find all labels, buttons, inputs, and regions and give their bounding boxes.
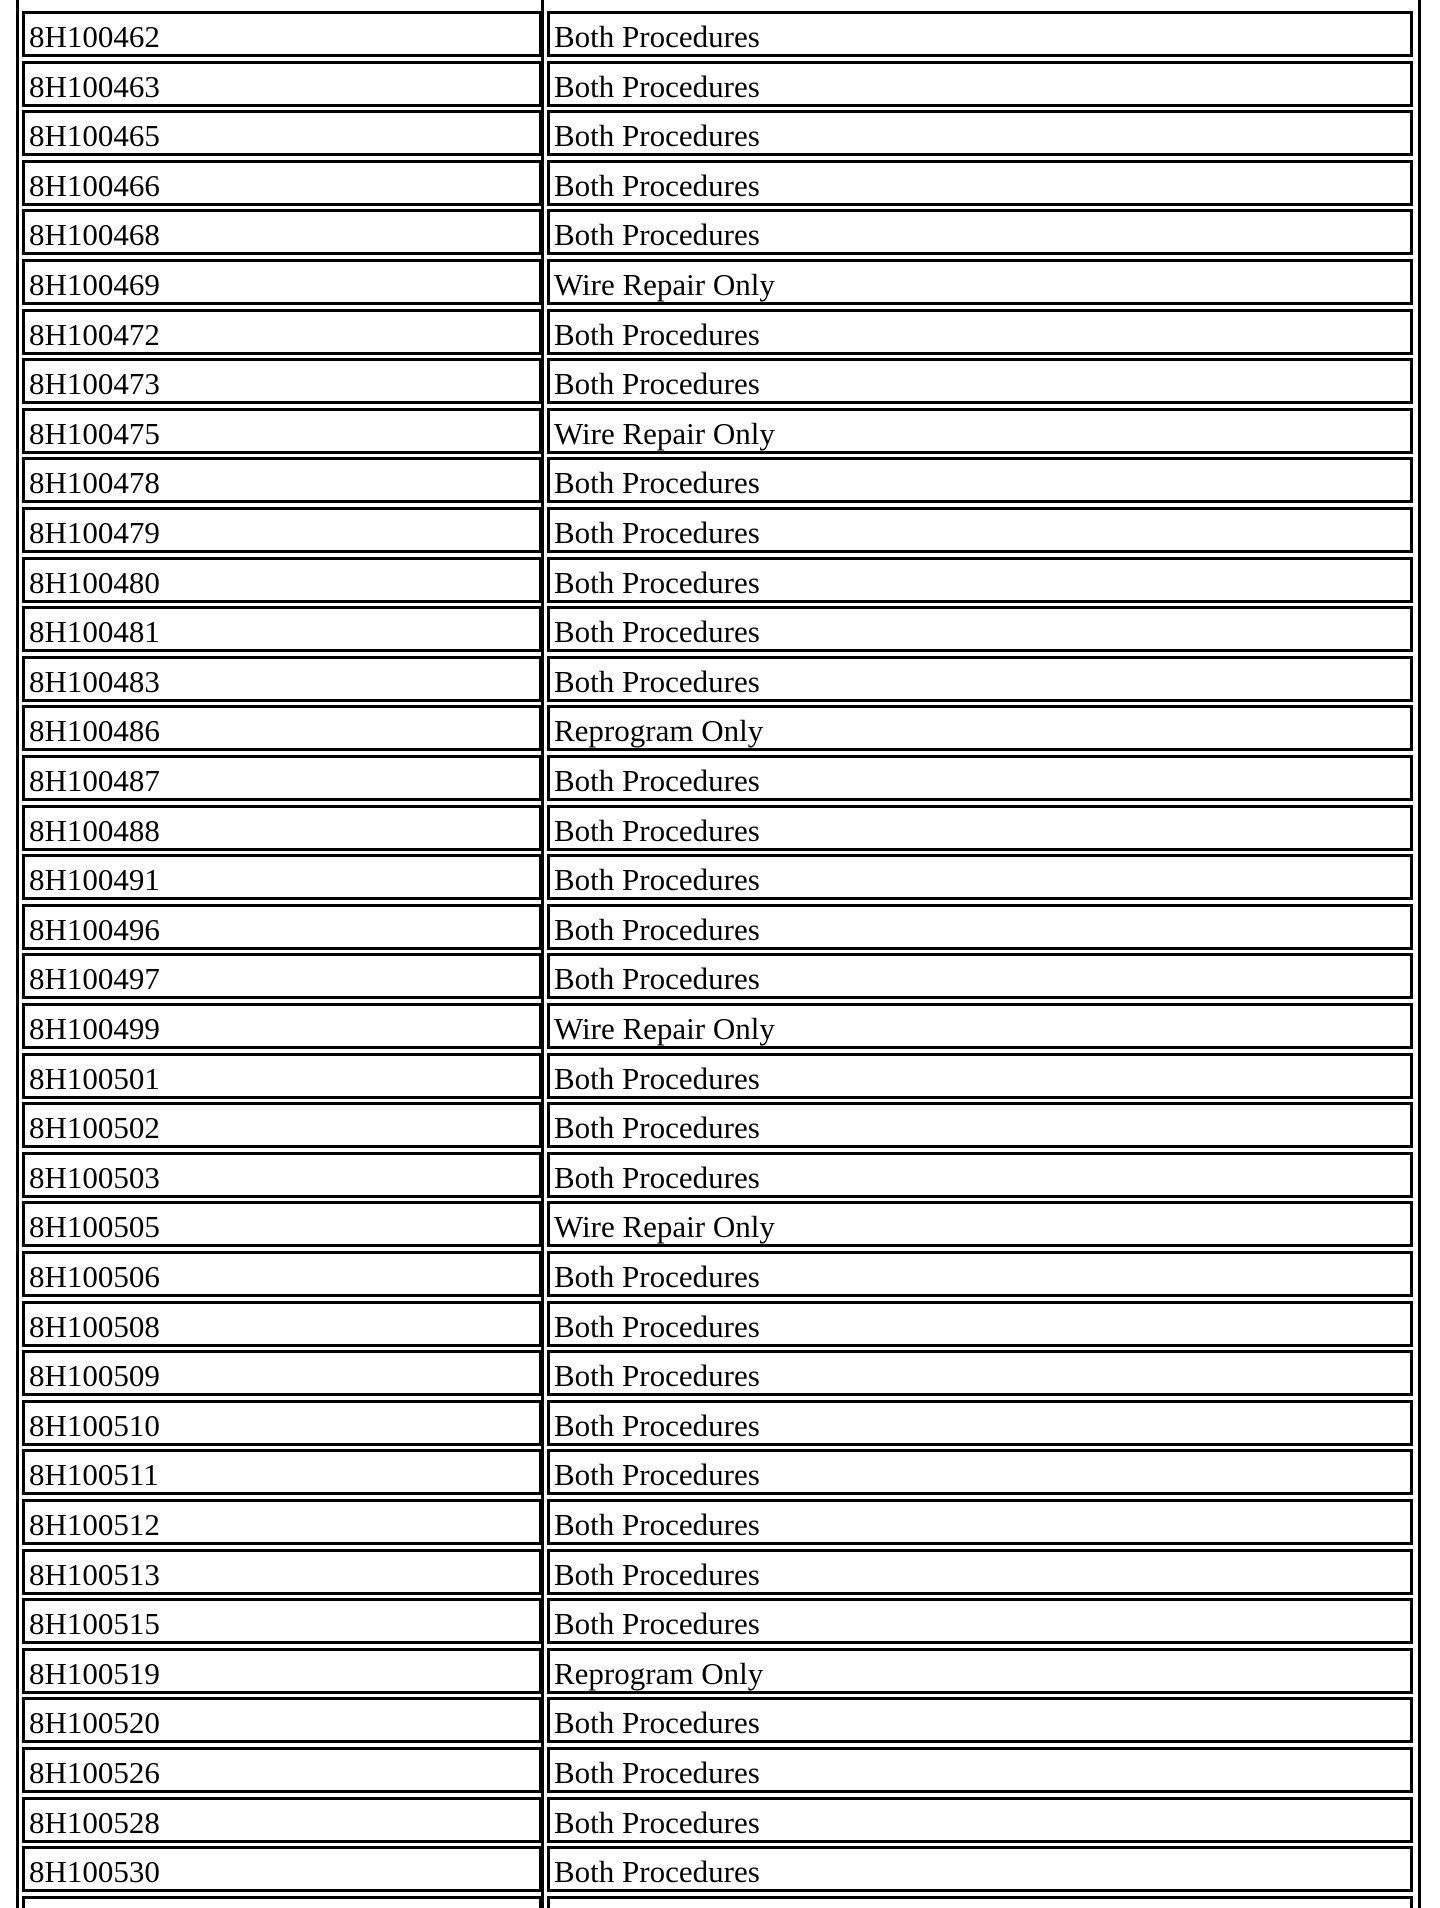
cell-procedure: Both Procedures (547, 1499, 1413, 1545)
cell-procedure: Both Procedures (547, 1797, 1413, 1843)
cell-code: 8H100496 (22, 904, 542, 950)
cell-code: 8H100503 (22, 1152, 542, 1198)
cell-procedure: Reprogram Only (547, 1648, 1413, 1694)
cell-code: 8H100505 (22, 1201, 542, 1247)
cell-code: 8H100469 (22, 259, 542, 305)
cell-procedure: Both Procedures (547, 1846, 1413, 1892)
cell-procedure: Both Procedures (547, 1102, 1413, 1148)
cell-procedure: Both Procedures (547, 904, 1413, 950)
cell-code: 8H100520 (22, 1697, 542, 1743)
cell-procedure: Both Procedures (547, 1697, 1413, 1743)
cell-code: 8H100466 (22, 160, 542, 206)
cell-procedure: Reprogram Only (547, 705, 1413, 751)
cell-code: 8H100468 (22, 209, 542, 255)
cell-code: 8H100463 (22, 61, 542, 107)
cell-procedure: Both Procedures (547, 1053, 1413, 1099)
cell-code: 8H100473 (22, 358, 542, 404)
cell-code: 8H100511 (22, 1449, 542, 1495)
cell-code: 8H100502 (22, 1102, 542, 1148)
cell-code: 8H100483 (22, 656, 542, 702)
cell-code: 8H100506 (22, 1251, 542, 1297)
cell-procedure: Both Procedures (547, 656, 1413, 702)
cell-code: 8H100508 (22, 1301, 542, 1347)
cell-code: 8H100515 (22, 1598, 542, 1644)
cell-procedure: Both Procedures (547, 358, 1413, 404)
cell-code: 8H100487 (22, 755, 542, 801)
cell-procedure: Both Procedures (547, 11, 1413, 57)
cell-code: 8H100465 (22, 110, 542, 156)
cell-code: 8H100488 (22, 805, 542, 851)
cell-procedure: Both Procedures (547, 457, 1413, 503)
cell-code: 8H100509 (22, 1350, 542, 1396)
cell-code: 8H100510 (22, 1400, 542, 1446)
cell-procedure: Both Procedures (547, 1747, 1413, 1793)
cell-code: 8H100486 (22, 705, 542, 751)
cell-procedure: Both Procedures (547, 1598, 1413, 1644)
cell-code: 8H100513 (22, 1549, 542, 1595)
cell-procedure: Both Procedures (547, 507, 1413, 553)
cell-code: 8H100526 (22, 1747, 542, 1793)
cell-code: 8H100519 (22, 1648, 542, 1694)
cell-code: 8H100528 (22, 1797, 542, 1843)
cell-code: 8H100480 (22, 557, 542, 603)
cell-code: 8H100491 (22, 854, 542, 900)
cell-procedure: Both Procedures (547, 805, 1413, 851)
cell-procedure: Both Procedures (547, 1350, 1413, 1396)
cell-procedure: Both Procedures (547, 854, 1413, 900)
cell-code: 8H100501 (22, 1053, 542, 1099)
cell-code: 8H100478 (22, 457, 542, 503)
cell-code: 8H100530 (22, 1846, 542, 1892)
cell-procedure: Both Procedures (547, 1152, 1413, 1198)
cell-procedure: Both Procedures (547, 1400, 1413, 1446)
cell-procedure: Wire Repair Only (547, 259, 1413, 305)
table-left-border (16, 0, 19, 1908)
cell-code: 8H100472 (22, 309, 542, 355)
cell-procedure: Both Procedures (547, 1449, 1413, 1495)
cell-code: 8H100512 (22, 1499, 542, 1545)
table-right-border (1418, 0, 1421, 1908)
cell-procedure: Both Procedures (547, 110, 1413, 156)
cell-procedure: Both Procedures (547, 209, 1413, 255)
cell-procedure: Both Procedures (547, 1301, 1413, 1347)
cell-procedure: Both Procedures (547, 557, 1413, 603)
cell-partial (547, 1896, 1413, 1908)
cell-procedure: Wire Repair Only (547, 408, 1413, 454)
cell-procedure: Both Procedures (547, 606, 1413, 652)
cell-procedure: Both Procedures (547, 309, 1413, 355)
cell-procedure: Both Procedures (547, 1251, 1413, 1297)
cell-procedure: Wire Repair Only (547, 1201, 1413, 1247)
cell-code: 8H100475 (22, 408, 542, 454)
cell-code: 8H100462 (22, 11, 542, 57)
cell-procedure: Wire Repair Only (547, 1003, 1413, 1049)
cell-procedure: Both Procedures (547, 1549, 1413, 1595)
cell-procedure: Both Procedures (547, 755, 1413, 801)
cell-code: 8H100481 (22, 606, 542, 652)
cell-code: 8H100479 (22, 507, 542, 553)
cell-partial (22, 1896, 542, 1908)
cell-procedure: Both Procedures (547, 61, 1413, 107)
cell-procedure: Both Procedures (547, 953, 1413, 999)
cell-code: 8H100499 (22, 1003, 542, 1049)
cell-code: 8H100497 (22, 953, 542, 999)
cell-procedure: Both Procedures (547, 160, 1413, 206)
